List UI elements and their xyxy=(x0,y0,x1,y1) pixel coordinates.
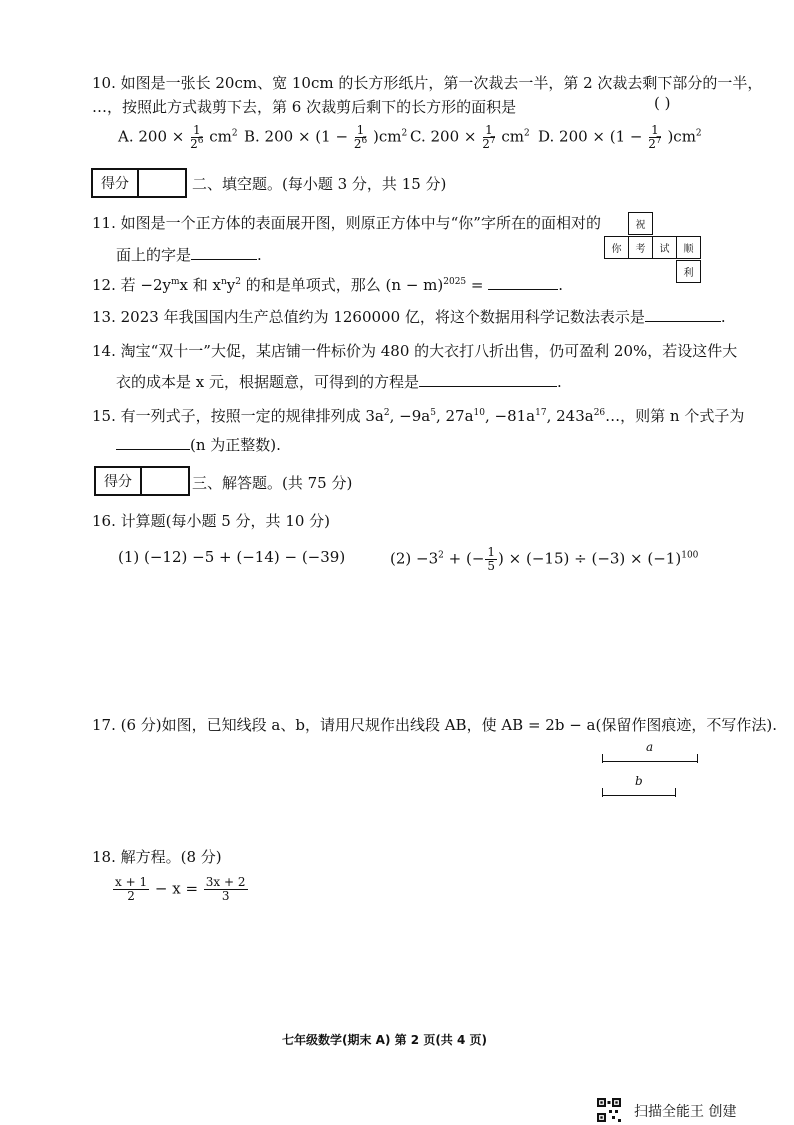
q18-title: 18. 解方程。(8 分) xyxy=(92,848,222,866)
q16-part2: $(2) -3^2$ + (− $\frac{1}{5}$ ) × $(-15) \div (-3) \times (-1)^{100}$ xyxy=(390,545,699,573)
q15-answer-blank[interactable] xyxy=(116,435,190,450)
segment-a-label: a xyxy=(646,740,654,754)
q13-text: 13. 2023 年我国国内生产总值约为 1260000 亿，将这个数据用科学记数法表示是 . xyxy=(92,308,726,326)
q10-option-b: B. 200 × (1 − $\frac{1}{2^6}$ )$cm^2$ xyxy=(244,123,408,151)
net-face-3: 试 xyxy=(652,236,677,259)
q16-title: 16. 计算题(每小题 5 分，共 10 分) xyxy=(92,512,331,530)
q15-line2: (n 为正整数). xyxy=(116,434,281,455)
net-face-top: 祝 xyxy=(628,212,653,235)
q10-line1: 10. 如图是一张长 20cm、宽 10cm 的长方形纸片，第一次裁去一半，第 2 次裁去剩下部分的一半， xyxy=(92,74,763,92)
scanner-watermark: 扫描全能王 创建 xyxy=(634,1104,737,1120)
q11-line2: 面上的字是 . xyxy=(116,246,262,264)
section2-score-box xyxy=(91,168,187,198)
page-footer: 七年级数学(期末 A) 第 2 页(共 4 页) xyxy=(282,1033,487,1047)
q10-option-a: A. 200 × $\frac{1}{2^6}$ $cm^2$ xyxy=(118,123,238,151)
net-face-2: 考 xyxy=(628,236,653,259)
net-face-bottom: 利 xyxy=(676,260,701,283)
q18-equation: $\frac{x + 1}{2}$ − x = $\frac{3x + 2}{3}$ xyxy=(115,875,246,903)
q16-part1: (1) (−12) −5 + (−14) − (−39) xyxy=(118,548,346,566)
segment-b xyxy=(602,774,676,798)
segment-a xyxy=(602,740,698,764)
q13-answer-blank[interactable] xyxy=(645,307,721,322)
q15-line1: 15. 有一列式子，按照一定的规律排列成 $3a^2$, $-9a^5$, $27a^{10}$, $-81a^{17}$, $243a^{26}\dots$，则第 n 个式子为 xyxy=(92,407,745,425)
q12-answer-blank[interactable] xyxy=(488,275,558,290)
q14-line1: 14. 淘宝“双十一”大促，某店铺一件标价为 480 的大衣打八折出售，仍可盈利 20%，若设这件大 xyxy=(92,342,738,360)
q14-answer-blank[interactable] xyxy=(419,372,557,387)
section3-title: 三、解答题。(共 75 分) xyxy=(192,474,353,492)
q10-line2: …，按照此方式裁剪下去，第 6 次裁剪后剩下的长方形的面积是 xyxy=(92,98,517,116)
net-face-4: 顺 xyxy=(676,236,701,259)
q10-option-c: C. 200 × $\frac{1}{2^7}$ $cm^2$ xyxy=(410,123,530,151)
q14-line2: 衣的成本是 x 元，根据题意，可得到的方程是 . xyxy=(116,373,562,391)
section3-score-box xyxy=(94,466,190,496)
q10-option-d: D. 200 × (1 − $\frac{1}{2^7}$ )$cm^2$ xyxy=(538,123,702,151)
score-label: 得分 xyxy=(93,170,139,196)
net-face-1: 你 xyxy=(604,236,629,259)
score-label: 得分 xyxy=(96,468,142,494)
q12-text: 12. 若 $-2y^mx$ 和 $x^ny^2$ 的和是单项式，那么 $(n - m)^{2025}$ = . xyxy=(92,276,564,294)
cube-net-figure xyxy=(604,212,700,288)
q10-answer-paren: ( ) xyxy=(654,94,671,112)
section2-title: 二、填空题。(每小题 3 分，共 15 分) xyxy=(192,175,447,193)
qr-code-icon xyxy=(597,1098,621,1122)
q11-answer-blank[interactable] xyxy=(191,245,257,260)
segment-b-label: b xyxy=(635,774,643,788)
q17-text: 17. (6 分)如图，已知线段 a、b，请用尺规作出线段 AB，使 AB = 2b − a(保留作图痕迹，不写作法). xyxy=(92,716,777,734)
q11-line1: 11. 如图是一个正方体的表面展开图，则原正方体中与“你”字所在的面相对的 xyxy=(92,214,601,232)
